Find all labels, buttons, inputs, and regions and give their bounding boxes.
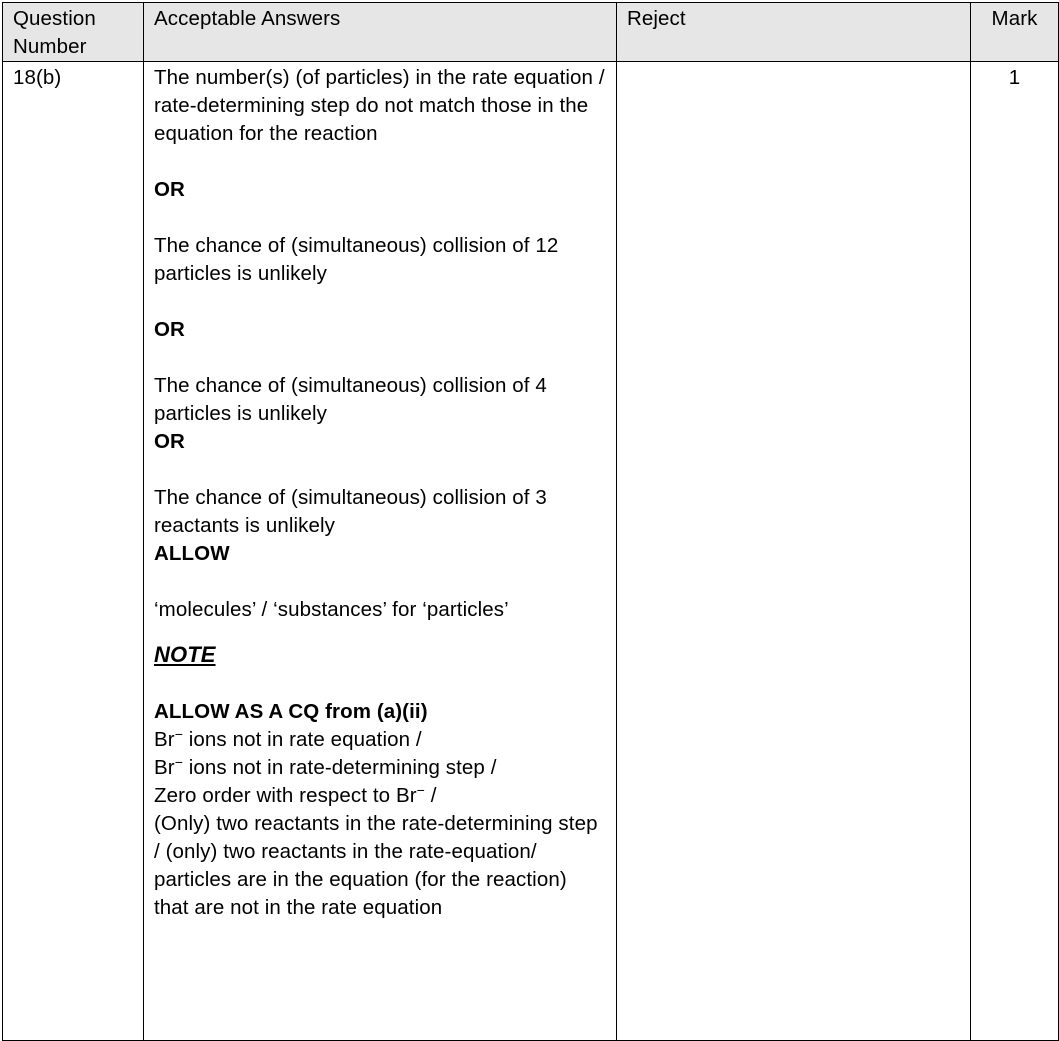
cq-rest: (Only) two reactants in the rate-determining step / (only) two reactants in the rate-equation/ particles are in the equation (for the reaction) that are not in the rate equation bbox=[154, 812, 598, 919]
mark-scheme-table bbox=[2, 2, 1059, 1041]
header-reject: Reject bbox=[617, 3, 971, 62]
answer-paragraph-3: The chance of (simultaneous) collision of 4 particles is unlikely bbox=[154, 374, 547, 425]
or-label-2: OR bbox=[154, 318, 185, 341]
header-acceptable-answers: Acceptable Answers bbox=[144, 3, 617, 62]
answer-paragraph-4: The chance of (simultaneous) collision of 3 reactants is unlikely bbox=[154, 486, 547, 537]
mark-cell: 1 bbox=[971, 62, 1059, 1041]
answer-paragraph-1: The number(s) (of particles) in the rate equation / rate-determining step do not match those in the equation for the reaction bbox=[154, 66, 605, 145]
cq-line-1: Br− ions not in rate equation / bbox=[154, 726, 422, 751]
acceptable-answers-cell bbox=[144, 62, 617, 1041]
table-row bbox=[3, 62, 1059, 1041]
header-question-number: Question Number bbox=[3, 3, 144, 62]
allow-label: ALLOW bbox=[154, 542, 230, 565]
answer-paragraph-2: The chance of (simultaneous) collision of 12 particles is unlikely bbox=[154, 234, 559, 285]
or-label-1: OR bbox=[154, 178, 185, 201]
table-header-row bbox=[3, 3, 1059, 62]
allow-cq-label: ALLOW AS A CQ from (a)(ii) bbox=[154, 700, 428, 723]
cq-line-2: Br− ions not in rate-determining step / bbox=[154, 754, 497, 779]
answer-paragraph-5: ‘molecules’ / ‘substances’ for ‘particles’ bbox=[154, 598, 509, 621]
note-label: NOTE bbox=[154, 642, 216, 667]
question-number-cell: 18(b) bbox=[3, 62, 144, 1041]
header-mark: Mark bbox=[971, 3, 1059, 62]
reject-cell bbox=[617, 62, 971, 1041]
or-label-3: OR bbox=[154, 430, 185, 453]
cq-line-3: Zero order with respect to Br− / bbox=[154, 782, 437, 807]
